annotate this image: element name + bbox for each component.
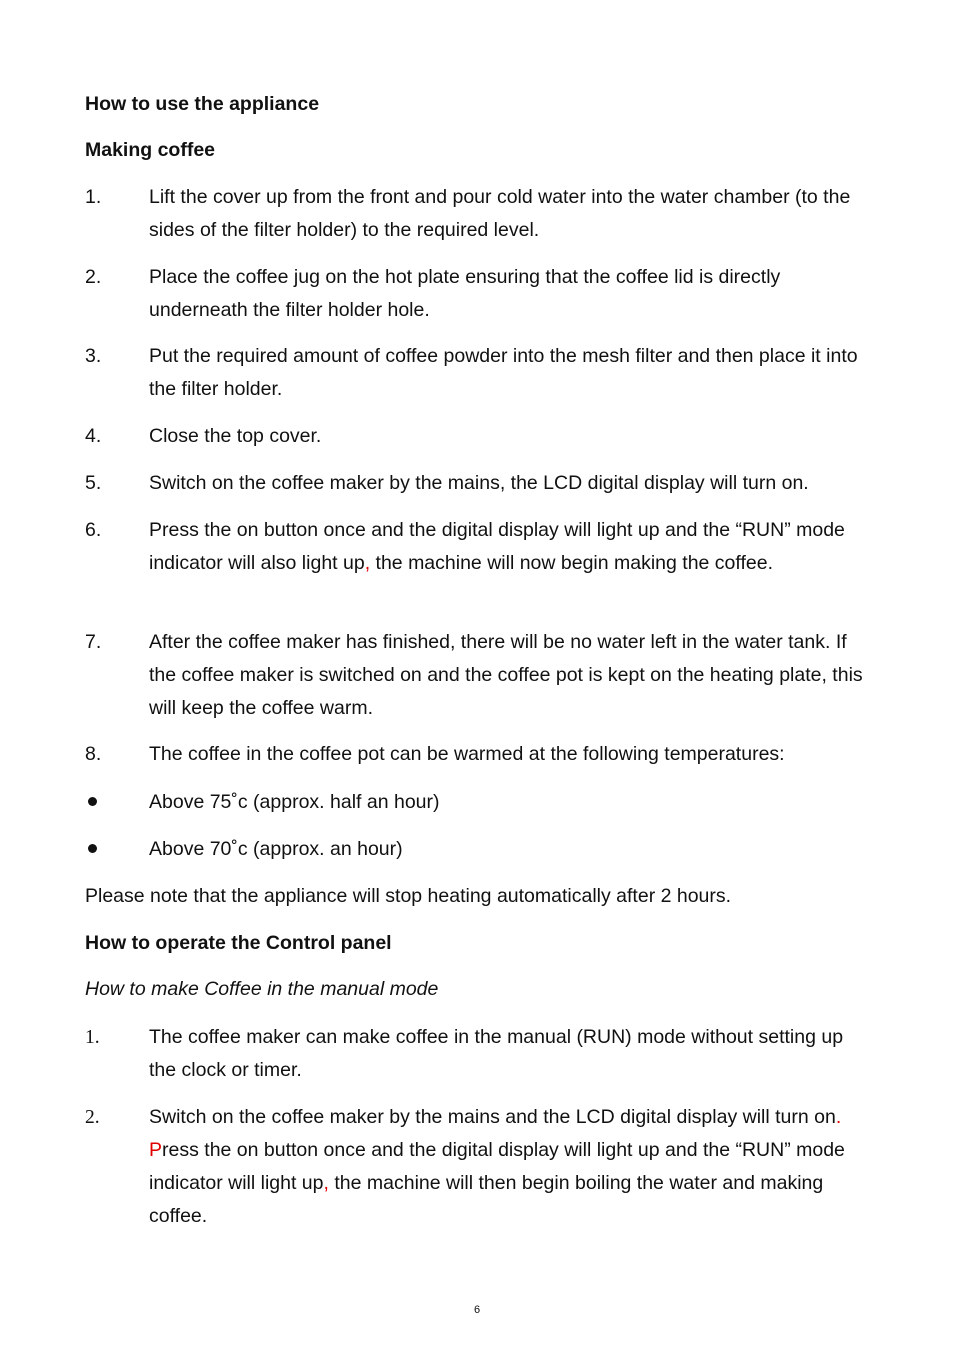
bullet-text: Above 70˚c (approx. an hour)	[149, 838, 403, 860]
step-text: Close the top cover.	[149, 425, 322, 447]
step-item	[85, 738, 875, 771]
step-text: Place the coffee jug on the hot plate ensuring that the coffee lid is directly underneath the filter holder hole.	[149, 266, 781, 321]
bullet-item	[85, 786, 875, 819]
step-text	[149, 514, 875, 580]
red-punctuation: . P	[149, 1106, 842, 1161]
red-punctuation: ,	[364, 552, 371, 574]
note-text: Please note that the appliance will stop heating automatically after 2 hours.	[85, 885, 732, 907]
step-item	[85, 626, 875, 725]
step-number: 2.	[85, 266, 102, 288]
step-text: The coffee in the coffee pot can be warmed at the following temperatures:	[149, 743, 785, 765]
step-text: Put the required amount of coffee powder into the mesh filter and then place it into the filter holder.	[149, 345, 858, 400]
manual-step-item	[85, 1021, 875, 1087]
step-number: 3.	[85, 345, 102, 367]
manual-mode-subheading: How to make Coffee in the manual mode	[85, 978, 439, 1000]
step-text-part: the machine will now begin making the coffee.	[370, 552, 773, 574]
step-item	[85, 261, 875, 327]
step-number: 5.	[85, 472, 102, 494]
step-text: Switch on the coffee maker by the mains, the LCD digital display will turn on.	[149, 472, 809, 494]
step-item	[85, 420, 875, 453]
red-punctuation: ,	[323, 1172, 329, 1194]
step-item	[85, 514, 875, 580]
step-text	[149, 1101, 875, 1233]
page-number: 6	[473, 1304, 481, 1316]
manual-step-item	[85, 1101, 875, 1233]
step-number: 7.	[85, 631, 102, 653]
bullet-text: Above 75˚c (approx. half an hour)	[149, 791, 440, 813]
step-text: The coffee maker can make coffee in the manual (RUN) mode without setting up the clock or timer.	[149, 1026, 844, 1081]
step-text-part: Switch on the coffee maker by the mains and the LCD digital display will turn on	[149, 1106, 836, 1128]
step-text-part: Press the on button once and the digital display will light up and the “RUN” mode indicator will also light up	[149, 519, 845, 574]
step-text-part: ress the on button once and the digital display will light up and the “RUN” mode indicator will light up	[149, 1139, 845, 1194]
step-item	[85, 467, 875, 500]
bullet-icon	[88, 833, 108, 866]
bullet-item	[85, 833, 875, 866]
step-item	[85, 340, 875, 406]
step-item	[85, 181, 875, 247]
step-number: 6.	[85, 519, 102, 541]
step-text: Lift the cover up from the front and pour cold water into the water chamber (to the sides of the filter holder) to the required level.	[149, 186, 851, 241]
step-text: After the coffee maker has finished, there will be no water left in the water tank. If the coffee maker is switched on and the coffee pot is kept on the heating plate, this will keep the coffee warm.	[149, 631, 863, 719]
step-number: 2.	[85, 1107, 100, 1128]
section-title: How to use the appliance	[85, 93, 320, 115]
step-text-part: the machine will then begin boiling the water and making coffee.	[149, 1172, 824, 1227]
step-number: 1.	[85, 1027, 100, 1048]
control-panel-heading: How to operate the Control panel	[85, 932, 392, 954]
step-number: 1.	[85, 186, 102, 208]
bullet-icon	[88, 786, 108, 819]
step-number: 4.	[85, 425, 102, 447]
making-coffee-heading: Making coffee	[85, 139, 216, 161]
step-number: 8.	[85, 743, 102, 765]
